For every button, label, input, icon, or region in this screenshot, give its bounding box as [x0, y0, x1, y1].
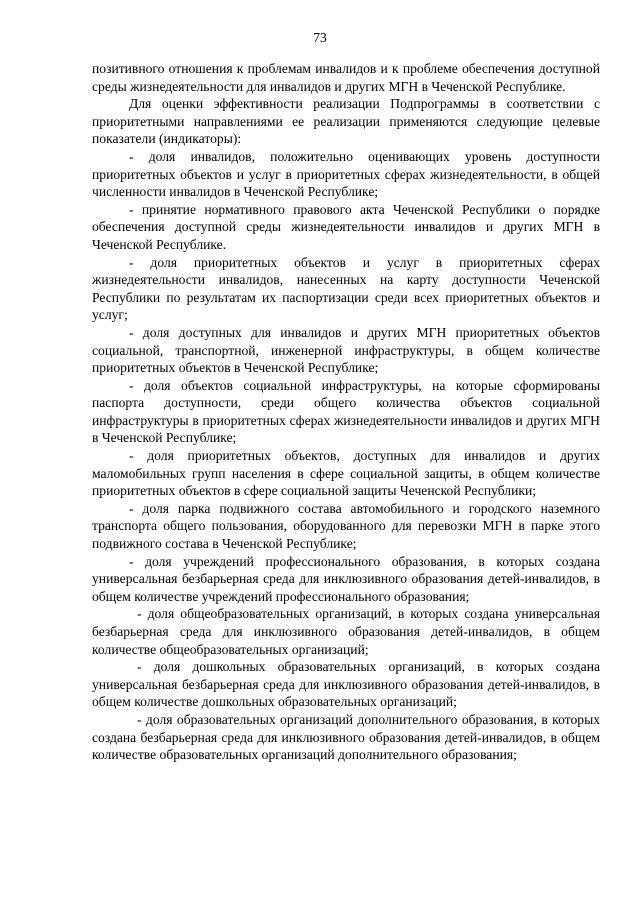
list-item-indicator: - доля учреждений профессионального образования, в которых создана универсальная безбарьерная среда для инклюзивного образования детей-инвалидов, в общем количестве учреждений профессионального образования; — [92, 553, 600, 604]
paragraph-indicators-intro: Для оценки эффективности реализации Подпрограммы в соответствии с приоритетными направлениями ее реализации применяются следующие целевые показатели (индикаторы): — [92, 96, 600, 147]
list-item-indicator: - доля доступных для инвалидов и других МГН приоритетных объектов социальной, транспортной, инженерной инфраструктуры, в общем количестве приоритетных объектов в Чеченской Республике; — [92, 324, 600, 376]
list-item-indicator: - доля объектов социальной инфраструктуры, на которые сформированы паспорта доступности, среди общего количества объектов социальной инфраструктуры в приоритетных сферах жизнедеятельности инвалидов и других МГН в Чеченской Республике; — [92, 377, 600, 446]
list-item-indicator: - доля парка подвижного состава автомобильного и городского наземного транспорта общего пользования, оборудованного для перевозки МГН в парке этого подвижного состава в Чеченской Республике; — [92, 500, 600, 552]
page-number: 73 — [313, 30, 327, 45]
list-item-indicator: - доля приоритетных объектов и услуг в приоритетных сферах жизнедеятельности инвалидов, нанесенных на карту доступности Чеченской Республики по результатам их паспортизации среди всех приоритетных объектов и услуг; — [92, 254, 600, 323]
paragraph-continuation: позитивного отношения к проблемам инвалидов и к проблеме обеспечения доступной среды жизнедеятельности для инвалидов и других МГН в Чеченской Республике. — [92, 61, 600, 94]
document-body — [92, 60, 600, 764]
list-item-indicator: - доля образовательных организаций дополнительного образования, в которых создана безбарьерная среда для инклюзивного образования детей-инвалидов, в общем количестве образовательных организаций дополнительного образования; — [92, 711, 600, 763]
list-item-indicator: - доля инвалидов, положительно оценивающих уровень доступности приоритетных объектов и услуг в приоритетных сферах жизнедеятельности, в общей численности инвалидов в Чеченской Республике; — [92, 148, 600, 200]
list-item-indicator: - доля приоритетных объектов, доступных для инвалидов и других маломобильных групп населения в сфере социальной защиты, в общем количестве приоритетных объектов в сфере социальной защиты Чеченской Республики; — [92, 448, 600, 499]
list-item-indicator: - доля дошкольных образовательных организаций, в которых создана универсальная безбарьерная среда для инклюзивного образования детей-инвалидов, в общем количестве дошкольных образовательных организаций; — [92, 659, 600, 710]
list-item-indicator: - доля общеобразовательных организаций, в которых создана универсальная безбарьерная среда для инклюзивного образования детей-инвалидов, в общем количестве общеобразовательных организаций; — [92, 606, 600, 657]
list-item-indicator: - принятие нормативного правового акта Чеченской Республики о порядке обеспечения доступной среды жизнедеятельности инвалидов и других МГН в Чеченской Республике. — [92, 201, 600, 252]
